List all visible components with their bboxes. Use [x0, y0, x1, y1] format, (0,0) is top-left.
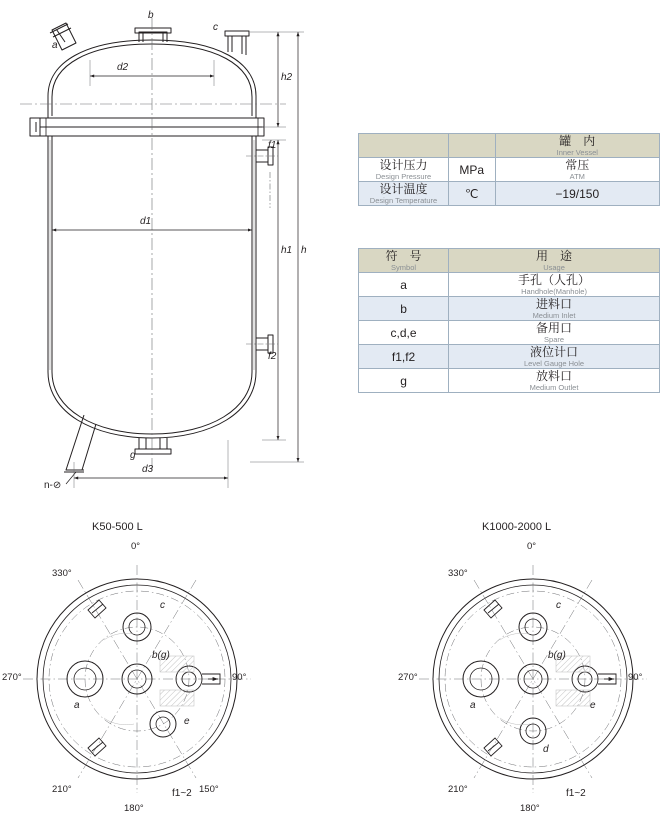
design-temperature-unit: ℃	[465, 186, 479, 201]
cell-design-pressure-value	[495, 158, 659, 182]
plan-right-nozzle-bg: b(g)	[548, 650, 566, 661]
label-nozzle-c: c	[213, 22, 218, 33]
plan-left-angle-330: 330°	[52, 568, 72, 579]
label-nozzle-g: g	[130, 450, 136, 461]
plan-left-nozzle-a: a	[74, 700, 80, 711]
dim-d1: d1	[140, 216, 152, 227]
cell-usage-b	[449, 297, 660, 321]
symbol-a: a	[400, 277, 407, 292]
cell-symbol-b	[359, 297, 449, 321]
header-inner-vessel	[495, 134, 659, 158]
plan-left-nozzle-c: c	[160, 600, 165, 611]
design-pressure-value-en: ATM	[569, 172, 585, 181]
usage-f-en: Level Gauge Hole	[524, 359, 585, 368]
usage-b-en: Medium Inlet	[532, 311, 576, 320]
cell-symbol-g	[359, 369, 449, 393]
design-temperature-value-cn: −19/150	[555, 186, 600, 201]
plan-right-angle-90: 90°	[628, 672, 643, 683]
cell-design-temperature-value	[495, 182, 659, 206]
usage-cde-cn: 备用口	[536, 321, 573, 335]
dim-d3: d3	[142, 464, 154, 475]
cell-symbol-cde	[359, 321, 449, 345]
header-inner-vessel-en: Inner Vessel	[556, 148, 598, 157]
usage-f-cn: 液位计口	[530, 345, 579, 359]
usage-cde-en: Spare	[544, 335, 565, 344]
dim-h: h	[301, 245, 307, 256]
dimension-lines	[52, 32, 304, 488]
plan-right-nozzle-e: e	[590, 700, 596, 711]
dim-h1: h1	[281, 245, 293, 256]
table-row	[359, 158, 660, 182]
label-nozzle-a: a	[52, 40, 58, 51]
plan-left-gauge-label: f1~2	[172, 788, 192, 799]
header-inner-vessel-cn: 罐 内	[559, 134, 596, 148]
label-nozzle-b: b	[148, 10, 154, 21]
table-row	[359, 182, 660, 206]
cell-usage-a	[449, 273, 660, 297]
plan-left-angle-270: 270°	[2, 672, 22, 683]
plan-right-nozzle-d: d	[543, 744, 549, 755]
plan-left-nozzle-bg: b(g)	[152, 650, 170, 661]
usage-a-en: Handhole(Manhole)	[521, 287, 587, 296]
plan-left-angle-210: 210°	[52, 784, 72, 795]
plan-left-angle-180: 180°	[124, 803, 144, 814]
header-symbol-en: Symbol	[391, 263, 417, 272]
plan-right-angle-270: 270°	[398, 672, 418, 683]
cell-usage-f	[449, 345, 660, 369]
dim-f2: f2	[268, 351, 277, 362]
header-usage-cn: 用 途	[536, 249, 573, 263]
nozzle-usage-table	[358, 248, 660, 393]
plan-right-angle-0: 0°	[527, 541, 537, 552]
header-usage	[449, 249, 660, 273]
plan-right-nozzle-a: a	[470, 700, 476, 711]
design-pressure-value-cn: 常压	[565, 158, 590, 172]
usage-b-cn: 进料口	[536, 297, 573, 311]
symbol-b: b	[400, 301, 407, 316]
plan-view-right	[419, 565, 647, 793]
design-temperature-cn: 设计温度	[379, 182, 428, 196]
usage-g-cn: 放料口	[536, 369, 573, 383]
cell-design-pressure-unit	[448, 158, 495, 182]
plan-left-angle-90: 90°	[232, 672, 247, 683]
design-temperature-en: Design Temperature	[369, 196, 438, 205]
header-blank	[359, 134, 449, 158]
plan-right-nozzle-c: c	[556, 600, 561, 611]
plan-view-left	[23, 565, 251, 793]
plan-right-title: K1000-2000 L	[482, 521, 552, 533]
symbol-cde: c,d,e	[390, 325, 417, 340]
dim-f1: f1	[268, 140, 277, 151]
table-row	[359, 297, 660, 321]
design-pressure-unit: MPa	[459, 162, 485, 177]
plan-left-nozzle-e: e	[184, 716, 190, 727]
design-conditions-table	[358, 133, 660, 206]
plan-left-angle-0: 0°	[131, 541, 141, 552]
header-usage-en: Usage	[543, 263, 565, 272]
cell-design-pressure-item	[359, 158, 449, 182]
table-row-header	[359, 134, 660, 158]
table-row	[359, 345, 660, 369]
plan-right-gauge-label: f1~2	[566, 788, 586, 799]
design-pressure-en: Design Pressure	[375, 172, 432, 181]
cell-design-temperature-item	[359, 182, 449, 206]
table-row	[359, 321, 660, 345]
label-bolt-holes: n-⊘	[44, 480, 62, 491]
cell-usage-cde	[449, 321, 660, 345]
table-row	[359, 273, 660, 297]
table-row	[359, 369, 660, 393]
design-pressure-cn: 设计压力	[379, 158, 428, 172]
plan-right-angle-210: 210°	[448, 784, 468, 795]
dim-h2: h2	[281, 72, 293, 83]
cell-symbol-f	[359, 345, 449, 369]
plan-right-angle-330: 330°	[448, 568, 468, 579]
plan-left-title: K50-500 L	[92, 521, 143, 533]
plan-left-angle-150: 150°	[199, 784, 219, 795]
plan-right-angle-180: 180°	[520, 803, 540, 814]
vessel-elevation	[30, 23, 273, 472]
cell-design-temperature-unit	[448, 182, 495, 206]
usage-g-en: Medium Outlet	[529, 383, 579, 392]
header-blank-unit	[448, 134, 495, 158]
symbol-f: f1,f2	[391, 349, 416, 364]
header-symbol	[359, 249, 449, 273]
usage-a-cn: 手孔（人孔）	[518, 273, 591, 287]
cell-usage-g	[449, 369, 660, 393]
symbol-g: g	[400, 373, 407, 388]
header-symbol-cn: 符 号	[385, 249, 422, 263]
nozzle-center-lines	[246, 156, 280, 344]
cell-symbol-a	[359, 273, 449, 297]
dim-d2: d2	[117, 62, 129, 73]
table-row-header	[359, 249, 660, 273]
